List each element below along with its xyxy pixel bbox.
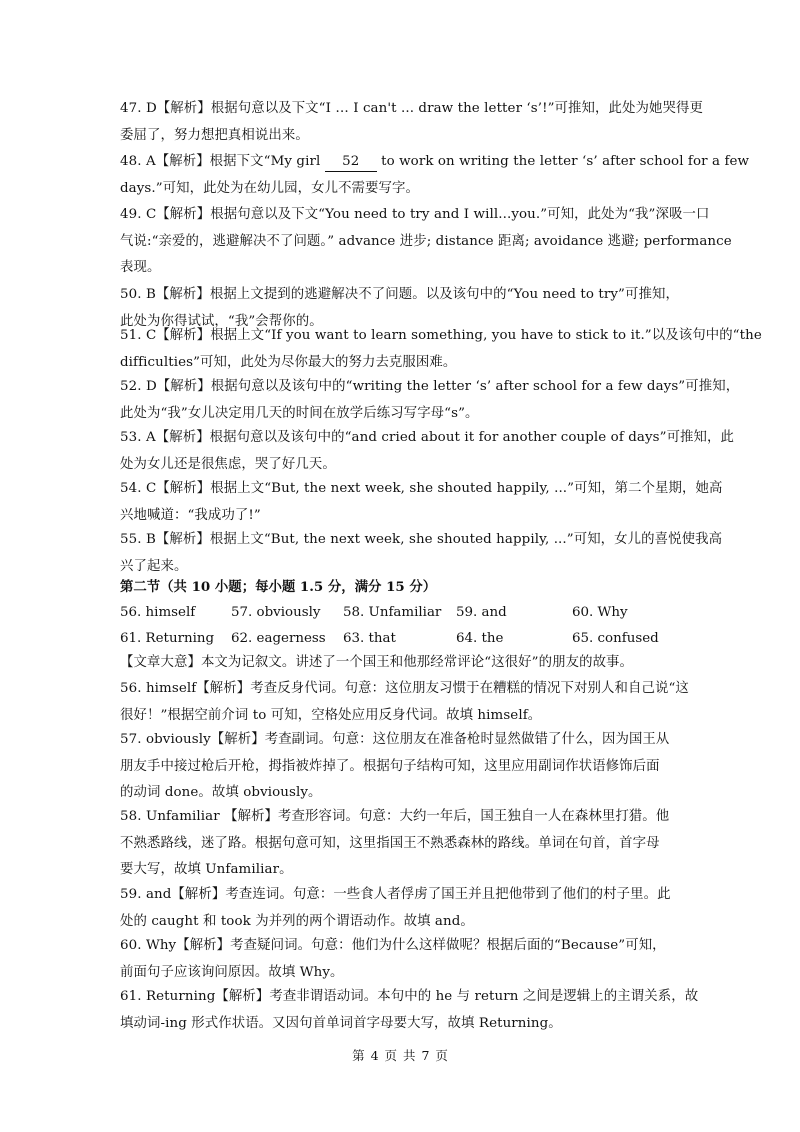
text-line: 此处为“我”女儿决定用几天的时间在放学后练习写字母“s”。	[120, 405, 479, 421]
text-line: 61. Returning【解析】考查非谓语动词。本句中的 he 与 return 之间是逻辑上的主谓关系，故	[120, 989, 699, 1004]
answer-paragraph-54	[120, 476, 723, 529]
text-line: days.”可知，此处为在幼儿园，女儿不需要写字。	[120, 180, 420, 196]
text-line: 表现。	[120, 260, 161, 275]
answer-paragraph-53	[120, 425, 735, 478]
answer-paragraph-51	[120, 323, 762, 376]
text-line: 填动词-ing 形式作状语。又因句首单词首字母要大写，故填 Returning。	[120, 1015, 562, 1031]
answer-paragraph-48	[120, 149, 750, 202]
answer-row	[120, 600, 680, 626]
text-line: 兴地喊道：“我成功了!”	[120, 507, 261, 523]
q48-prefix: 48. A【解析】根据下文“My girl	[120, 154, 321, 169]
page-footer: 第 4 页 共 7 页	[352, 1048, 448, 1063]
answer-paragraph-52	[120, 374, 740, 427]
text-line: 兴了起来。	[120, 558, 188, 574]
answer-cell: 60. Why	[572, 605, 628, 620]
text-line: difficulties”可知，此处为尽你最大的努力去克服困难。	[120, 354, 457, 370]
text-line: 47. D【解析】根据句意以及下文“I … I can't ... draw the letter ‘s’!”可推知，此处为她哭得更	[120, 101, 703, 116]
answer-key-grid	[120, 600, 680, 652]
text-line: 51. C【解析】根据上文“If you want to learn something, you have to stick to it.”以及该句中的“the	[120, 328, 762, 343]
text-line: 55. B【解析】根据上文“But, the next week, she shouted happily, ...”可知，女儿的喜悦使我高	[120, 532, 723, 547]
answer-cell: 61. Returning	[120, 631, 215, 646]
answer-paragraph-47	[120, 96, 703, 149]
text-line: 不熟悉路线，迷了路。根据句意可知，这里指国王不熟悉森林的路线。单词在句首，首字母	[120, 835, 660, 851]
answer-paragraph-59	[120, 882, 680, 935]
answer-cell: 59. and	[456, 605, 507, 620]
text-line: 前面句子应该询问原因。故填 Why。	[120, 964, 344, 980]
text-line: 此处为你得试试，“我”会帮你的。	[120, 313, 323, 329]
answer-paragraph-58	[120, 804, 680, 884]
answer-cell: 65. confused	[572, 631, 659, 646]
text-line: 53. A【解析】根据句意以及该句中的“and cried about it for another couple of days”可推知，此	[120, 430, 735, 445]
text-line: 59. and【解析】考查连词。句意：一些食人者俘虏了国王并且把他带到了他们的村子里。此	[120, 887, 671, 902]
text-line: 56. himself【解析】考查反身代词。句意：这位朋友习惯于在糟糕的情况下对别人和自己说“这	[120, 681, 689, 696]
answer-paragraph-55	[120, 527, 723, 580]
answer-cell: 64. the	[456, 631, 504, 646]
text-line: 52. D【解析】根据句意以及该句中的“writing the letter ‘s’ after school for a few days”可推知，	[120, 379, 740, 394]
text-line: 60. Why【解析】考查疑问词。句意：他们为什么这样做呢？根据后面的“Because”可知，	[120, 938, 666, 953]
text-line	[120, 149, 750, 176]
answer-paragraph-49	[120, 202, 732, 282]
text-line: 处为女儿还是很焦虑，哭了好几天。	[120, 456, 336, 472]
answer-cell: 62. eagerness	[231, 631, 326, 646]
text-line: 的动词 done。故填 obviously。	[120, 785, 322, 800]
answer-cell: 58. Unfamiliar	[343, 605, 442, 620]
answer-paragraph-57	[120, 727, 680, 807]
article-summary	[120, 650, 680, 677]
text-line: 58. Unfamiliar 【解析】考查形容词。句意：大约一年后，国王独自一人在森林里打猎。他	[120, 809, 670, 824]
section-title: 第二节（共 10 小题；每小题 1.5 分，满分 15 分）	[120, 579, 437, 595]
text-line: 50. B【解析】根据上文提到的逃避解决不了问题。以及该句中的“You need to try”可推知，	[120, 287, 679, 302]
text-line: 要大写，故填 Unfamiliar。	[120, 862, 293, 877]
answer-blank: 52	[325, 153, 377, 172]
answer-row	[120, 626, 680, 652]
answer-cell: 57. obviously	[231, 605, 321, 620]
q48-suffix: to work on writing the letter ‘s’ after school for a few	[381, 154, 750, 169]
text-line: 处的 caught 和 took 为并列的两个谓语动作。故填 and。	[120, 913, 474, 929]
text-line: 气说:“亲爱的，逃避解决不了问题。” advance 进步; distance 距离; avoidance 逃避; performance	[120, 233, 732, 249]
answer-paragraph-60	[120, 933, 680, 986]
text-line: 【文章大意】本文为记叙文。讲述了一个国王和他那经常评论“这很好”的朋友的故事。	[120, 655, 634, 670]
answer-paragraph-56	[120, 676, 689, 729]
answer-paragraph-61	[120, 984, 699, 1037]
text-line: 很好！”根据空前介词 to 可知，空格处应用反身代词。故填 himself。	[120, 707, 542, 723]
text-line: 朋友手中接过枪后开枪，拇指被炸掉了。根据句子结构可知，这里应用副词作状语修饰后面	[120, 758, 660, 774]
text-line: 49. C【解析】根据句意以及下文“You need to try and I will...you.”可知，此处为“我”深吸一口	[120, 207, 710, 222]
text-line: 57. obviously【解析】考查副词。句意：这位朋友在准备枪时显然做错了什么，因为国王从	[120, 732, 670, 747]
answer-cell: 56. himself	[120, 605, 196, 620]
text-line: 委屈了，努力想把真相说出来。	[120, 127, 309, 143]
text-line: 54. C【解析】根据上文“But, the next week, she shouted happily, ...”可知，第二个星期，她高	[120, 481, 723, 496]
answer-cell: 63. that	[343, 631, 396, 646]
